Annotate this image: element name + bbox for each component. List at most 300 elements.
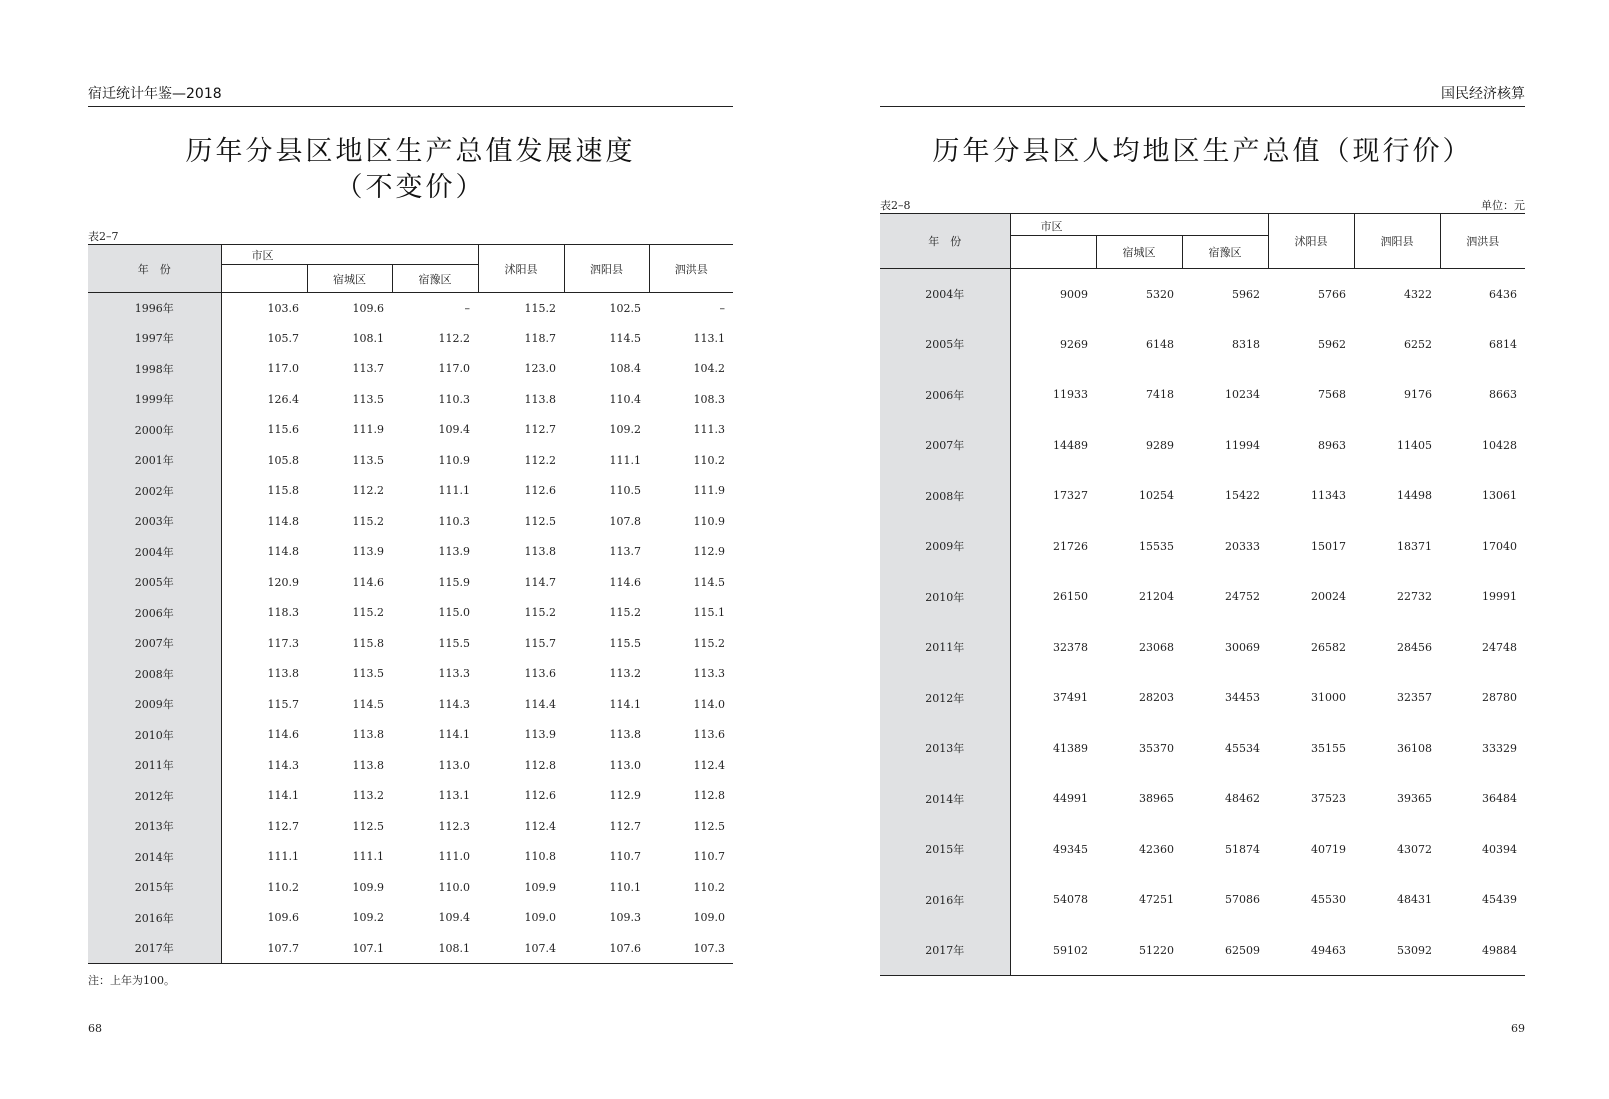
value-cell: 108.3	[693, 392, 725, 406]
table-row	[880, 673, 1525, 724]
value-cell: 28203	[1139, 691, 1174, 705]
value-cell: 109.2	[609, 423, 641, 437]
value-cell: 114.4	[524, 697, 556, 711]
value-cell: 110.3	[438, 514, 470, 528]
growth-rate-table	[88, 244, 733, 964]
value-cell: 53092	[1354, 925, 1440, 976]
value-cell: 107.6	[564, 933, 649, 964]
value-cell: 30069	[1225, 640, 1260, 654]
running-head	[880, 86, 1525, 107]
year-cell: 2009年	[880, 521, 1010, 572]
running-head-text: 国民经济核算	[1441, 86, 1525, 102]
value-cell: 113.0	[438, 758, 470, 772]
value-cell: 8663	[1489, 388, 1517, 402]
value-cell: 111.9	[352, 423, 384, 437]
value-cell: 112.2	[438, 331, 470, 345]
value-cell: 111.3	[693, 423, 725, 437]
table-row	[880, 774, 1525, 825]
value-cell: 32357	[1397, 691, 1432, 705]
value-cell: 111.1	[438, 484, 470, 498]
table-row	[880, 572, 1525, 623]
value-cell: 31000	[1311, 691, 1346, 705]
value-cell: –	[719, 301, 725, 315]
value-cell: 41389	[1053, 741, 1088, 755]
header-siyang: 泗阳县	[1354, 214, 1440, 269]
value-cell: 114.1	[609, 697, 641, 711]
year-cell: 2017年	[88, 933, 221, 964]
value-cell: 107.1	[307, 933, 392, 964]
year-cell: 2007年	[880, 420, 1010, 471]
year-cell: 1996年	[88, 293, 221, 324]
value-cell: 18371	[1397, 539, 1432, 553]
table-row	[88, 689, 733, 720]
value-cell: 111.1	[352, 850, 384, 864]
table-row	[88, 415, 733, 446]
table-title: 历年分县区地区生产总值发展速度	[185, 136, 636, 167]
value-cell: 110.2	[267, 880, 299, 894]
value-cell: 32378	[1053, 640, 1088, 654]
value-cell: 6436	[1489, 287, 1517, 301]
value-cell: 112.5	[524, 514, 556, 528]
table-row	[88, 384, 733, 415]
value-cell: 26582	[1311, 640, 1346, 654]
value-cell: 110.2	[693, 880, 725, 894]
value-cell: 5320	[1146, 287, 1174, 301]
year-cell: 2010年	[880, 572, 1010, 623]
value-cell: 114.1	[267, 789, 299, 803]
table-number: 表2–7	[88, 230, 119, 243]
table-row	[880, 269, 1525, 320]
value-cell: 28780	[1482, 691, 1517, 705]
year-cell: 2012年	[88, 781, 221, 812]
value-cell: 113.9	[524, 728, 556, 742]
value-cell: 28456	[1397, 640, 1432, 654]
value-cell: 22732	[1397, 590, 1432, 604]
year-cell: 1998年	[88, 354, 221, 385]
value-cell: 5962	[1318, 337, 1346, 351]
value-cell: 20024	[1311, 590, 1346, 604]
value-cell: 110.7	[693, 850, 725, 864]
running-head-text: 宿迁统计年鉴—2018	[88, 86, 222, 102]
value-cell: 112.4	[524, 819, 556, 833]
value-cell: 113.5	[352, 667, 384, 681]
table-row	[88, 750, 733, 781]
table-row	[880, 521, 1525, 572]
value-cell: 113.9	[438, 545, 470, 559]
table-note: 注：上年为100。	[88, 974, 175, 987]
year-cell: 1999年	[88, 384, 221, 415]
value-cell: 115.9	[438, 575, 470, 589]
year-cell: 2004年	[88, 537, 221, 568]
year-cell: 2016年	[88, 903, 221, 934]
value-cell: 114.1	[438, 728, 470, 742]
year-cell: 2008年	[880, 471, 1010, 522]
value-cell: 14489	[1053, 438, 1088, 452]
value-cell: 35370	[1139, 741, 1174, 755]
value-cell: 114.7	[524, 575, 556, 589]
value-cell: 9009	[1060, 287, 1088, 301]
year-cell: 2000年	[88, 415, 221, 446]
header-city: 市区	[1010, 214, 1268, 236]
value-cell: 38965	[1139, 792, 1174, 806]
header-siyang: 泗阳县	[564, 245, 649, 293]
page-number: 69	[1511, 1022, 1525, 1035]
value-cell: 59102	[1010, 925, 1096, 976]
value-cell: 57086	[1225, 893, 1260, 907]
value-cell: 51220	[1096, 925, 1182, 976]
value-cell: 15535	[1139, 539, 1174, 553]
table-subtitle: （不变价）	[335, 172, 486, 203]
value-cell: 111.1	[267, 850, 299, 864]
value-cell: 5766	[1318, 287, 1346, 301]
value-cell: 39365	[1397, 792, 1432, 806]
value-cell: 113.9	[352, 545, 384, 559]
value-cell: 117.3	[267, 636, 299, 650]
value-cell: 112.7	[609, 819, 641, 833]
value-cell: 109.0	[693, 911, 725, 925]
value-cell: 45439	[1482, 893, 1517, 907]
year-cell: 2011年	[880, 622, 1010, 673]
value-cell: 37523	[1311, 792, 1346, 806]
value-cell: 115.2	[693, 636, 725, 650]
value-cell: 112.9	[609, 789, 641, 803]
value-cell: 109.6	[352, 301, 384, 315]
value-cell: 113.7	[609, 545, 641, 559]
header-year: 年 份	[88, 245, 221, 293]
value-cell: 103.6	[267, 301, 299, 315]
year-cell: 2015年	[88, 872, 221, 903]
value-cell: 109.9	[524, 880, 556, 894]
table-row	[880, 319, 1525, 370]
table-row	[880, 824, 1525, 875]
year-cell: 2013年	[880, 723, 1010, 774]
table-number: 表2–8	[880, 199, 911, 212]
table-row	[88, 598, 733, 629]
value-cell: 17327	[1053, 489, 1088, 503]
value-cell: 48462	[1225, 792, 1260, 806]
value-cell: 49345	[1053, 842, 1088, 856]
value-cell: 36108	[1397, 741, 1432, 755]
value-cell: 42360	[1139, 842, 1174, 856]
value-cell: 114.6	[267, 728, 299, 742]
table-unit: 单位：元	[1481, 199, 1525, 212]
table-row	[880, 875, 1525, 926]
value-cell: 10254	[1139, 489, 1174, 503]
value-cell: 35155	[1311, 741, 1346, 755]
year-cell: 1997年	[88, 323, 221, 354]
value-cell: 114.6	[352, 575, 384, 589]
table-row	[880, 471, 1525, 522]
header-sihong: 泗洪县	[649, 245, 733, 293]
value-cell: 105.7	[267, 331, 299, 345]
value-cell: 33329	[1482, 741, 1517, 755]
value-cell: 113.2	[352, 789, 384, 803]
value-cell: 113.3	[438, 667, 470, 681]
value-cell: 21204	[1139, 590, 1174, 604]
year-cell: 2009年	[88, 689, 221, 720]
value-cell: 43072	[1397, 842, 1432, 856]
year-cell: 2013年	[88, 811, 221, 842]
value-cell: 126.4	[267, 392, 299, 406]
value-cell: 45530	[1311, 893, 1346, 907]
value-cell: 111.0	[438, 850, 470, 864]
value-cell: 114.5	[693, 575, 725, 589]
value-cell: 113.2	[609, 667, 641, 681]
value-cell: 36484	[1482, 792, 1517, 806]
value-cell: 23068	[1139, 640, 1174, 654]
value-cell: 112.4	[693, 758, 725, 772]
value-cell: 19991	[1482, 590, 1517, 604]
value-cell: 110.9	[693, 514, 725, 528]
year-cell: 2006年	[88, 598, 221, 629]
value-cell: 21726	[1053, 539, 1088, 553]
value-cell: 112.9	[693, 545, 725, 559]
header-shuyang: 沭阳县	[1268, 214, 1354, 269]
value-cell: 6148	[1146, 337, 1174, 351]
value-cell: 8318	[1232, 337, 1260, 351]
year-cell: 2007年	[88, 628, 221, 659]
per-capita-gdp-table	[880, 213, 1525, 976]
value-cell: 110.5	[609, 484, 641, 498]
right-page	[880, 0, 1525, 1099]
value-cell: 118.7	[524, 331, 556, 345]
year-cell: 2011年	[88, 750, 221, 781]
year-cell: 2014年	[880, 774, 1010, 825]
table-row	[88, 506, 733, 537]
value-cell: 6814	[1489, 337, 1517, 351]
value-cell: 34453	[1225, 691, 1260, 705]
running-head	[88, 86, 733, 107]
value-cell: 118.3	[267, 606, 299, 620]
value-cell: 47251	[1139, 893, 1174, 907]
value-cell: 112.7	[524, 423, 556, 437]
value-cell: 109.2	[352, 911, 384, 925]
value-cell: 10428	[1482, 438, 1517, 452]
value-cell: 109.3	[609, 911, 641, 925]
value-cell: 9269	[1060, 337, 1088, 351]
value-cell: 112.5	[352, 819, 384, 833]
value-cell: 110.9	[438, 453, 470, 467]
year-cell: 2002年	[88, 476, 221, 507]
value-cell: 113.5	[352, 453, 384, 467]
value-cell: 115.1	[693, 606, 725, 620]
value-cell: 112.7	[267, 819, 299, 833]
page-number: 68	[88, 1022, 102, 1035]
value-cell: 110.0	[438, 880, 470, 894]
left-page	[88, 0, 733, 1099]
value-cell: 9289	[1146, 438, 1174, 452]
value-cell: 11405	[1397, 438, 1432, 452]
value-cell: 110.2	[693, 453, 725, 467]
value-cell: 114.5	[609, 331, 641, 345]
table-row	[88, 872, 733, 903]
value-cell: 123.0	[524, 362, 556, 376]
value-cell: 102.5	[609, 301, 641, 315]
value-cell: 109.4	[438, 423, 470, 437]
value-cell: 115.7	[267, 697, 299, 711]
value-cell: 114.6	[609, 575, 641, 589]
year-cell: 2003年	[88, 506, 221, 537]
value-cell: 62509	[1182, 925, 1268, 976]
value-cell: 115.2	[352, 606, 384, 620]
value-cell: 6252	[1404, 337, 1432, 351]
value-cell: 15017	[1311, 539, 1346, 553]
value-cell: 110.4	[609, 392, 641, 406]
value-cell: 115.5	[609, 636, 641, 650]
year-cell: 2008年	[88, 659, 221, 690]
value-cell: 115.6	[267, 423, 299, 437]
table-row	[880, 925, 1525, 976]
value-cell: 115.2	[352, 514, 384, 528]
value-cell: 115.7	[524, 636, 556, 650]
table-row	[880, 723, 1525, 774]
value-cell: 48431	[1397, 893, 1432, 907]
year-cell: 2016年	[880, 875, 1010, 926]
value-cell: 115.2	[524, 301, 556, 315]
value-cell: 113.8	[352, 728, 384, 742]
value-cell: 120.9	[267, 575, 299, 589]
value-cell: 40719	[1311, 842, 1346, 856]
value-cell: 113.8	[352, 758, 384, 772]
table-row	[88, 293, 733, 324]
value-cell: 108.1	[392, 933, 478, 964]
value-cell: 20333	[1225, 539, 1260, 553]
table-body	[88, 293, 733, 964]
value-cell: 117.0	[267, 362, 299, 376]
value-cell: 109.4	[438, 911, 470, 925]
value-cell: 109.0	[524, 911, 556, 925]
header-suchen: 宿城区	[307, 265, 392, 293]
value-cell: 115.8	[267, 484, 299, 498]
value-cell: 24748	[1482, 640, 1517, 654]
year-cell: 2001年	[88, 445, 221, 476]
header-city: 市区	[221, 245, 478, 265]
value-cell: 107.4	[478, 933, 564, 964]
value-cell: 114.3	[267, 758, 299, 772]
table-row	[88, 811, 733, 842]
value-cell: 113.5	[352, 392, 384, 406]
value-cell: 113.1	[438, 789, 470, 803]
value-cell: 113.8	[524, 392, 556, 406]
value-cell: 11343	[1311, 489, 1346, 503]
table-row	[88, 659, 733, 690]
value-cell: 108.4	[609, 362, 641, 376]
value-cell: 111.1	[609, 453, 641, 467]
header-suyu: 宿豫区	[392, 265, 478, 293]
value-cell: 114.8	[267, 545, 299, 559]
value-cell: 114.5	[352, 697, 384, 711]
value-cell: 14498	[1397, 489, 1432, 503]
year-cell: 2004年	[880, 269, 1010, 320]
value-cell: 7418	[1146, 388, 1174, 402]
value-cell: 113.0	[609, 758, 641, 772]
value-cell: 26150	[1053, 590, 1088, 604]
value-cell: 112.6	[524, 789, 556, 803]
value-cell: –	[464, 301, 470, 315]
value-cell: 107.7	[221, 933, 307, 964]
table-row	[880, 420, 1525, 471]
value-cell: 112.5	[693, 819, 725, 833]
year-cell: 2006年	[880, 370, 1010, 421]
value-cell: 4322	[1404, 287, 1432, 301]
value-cell: 110.1	[609, 880, 641, 894]
table-row	[880, 370, 1525, 421]
table-row	[88, 537, 733, 568]
value-cell: 37491	[1053, 691, 1088, 705]
value-cell: 11994	[1225, 438, 1260, 452]
value-cell: 113.8	[524, 545, 556, 559]
year-cell: 2005年	[88, 567, 221, 598]
value-cell: 113.8	[267, 667, 299, 681]
value-cell: 112.3	[438, 819, 470, 833]
table-row	[88, 354, 733, 385]
value-cell: 115.2	[524, 606, 556, 620]
value-cell: 109.9	[352, 880, 384, 894]
value-cell: 115.5	[438, 636, 470, 650]
year-cell: 2005年	[880, 319, 1010, 370]
value-cell: 112.8	[524, 758, 556, 772]
year-cell: 2010年	[88, 720, 221, 751]
value-cell: 114.8	[267, 514, 299, 528]
year-cell: 2017年	[880, 925, 1010, 976]
value-cell: 112.8	[693, 789, 725, 803]
value-cell: 105.8	[267, 453, 299, 467]
header-suyu: 宿豫区	[1182, 236, 1268, 269]
value-cell: 115.2	[609, 606, 641, 620]
value-cell: 117.0	[438, 362, 470, 376]
table-row	[88, 720, 733, 751]
table-body	[880, 269, 1525, 976]
value-cell: 49463	[1268, 925, 1354, 976]
value-cell: 7568	[1318, 388, 1346, 402]
value-cell: 24752	[1225, 590, 1260, 604]
value-cell: 112.2	[352, 484, 384, 498]
value-cell: 113.1	[693, 331, 725, 345]
value-cell: 40394	[1482, 842, 1517, 856]
value-cell: 110.8	[524, 850, 556, 864]
table-row	[88, 476, 733, 507]
header-shuyang: 沭阳县	[478, 245, 564, 293]
value-cell: 114.0	[693, 697, 725, 711]
table-title: 历年分县区人均地区生产总值（现行价）	[932, 136, 1473, 167]
table-row	[88, 903, 733, 934]
value-cell: 17040	[1482, 539, 1517, 553]
value-cell: 110.3	[438, 392, 470, 406]
value-cell: 113.6	[524, 667, 556, 681]
value-cell: 111.9	[693, 484, 725, 498]
year-cell: 2015年	[880, 824, 1010, 875]
value-cell: 15422	[1225, 489, 1260, 503]
year-cell: 2012年	[880, 673, 1010, 724]
header-suchen: 宿城区	[1096, 236, 1182, 269]
value-cell: 49884	[1440, 925, 1525, 976]
value-cell: 107.8	[609, 514, 641, 528]
value-cell: 113.6	[693, 728, 725, 742]
value-cell: 112.2	[524, 453, 556, 467]
value-cell: 54078	[1053, 893, 1088, 907]
value-cell: 115.8	[352, 636, 384, 650]
table-row	[88, 628, 733, 659]
year-cell: 2014年	[88, 842, 221, 873]
table-row	[88, 933, 733, 964]
header-year: 年 份	[880, 214, 1010, 269]
value-cell: 44991	[1053, 792, 1088, 806]
value-cell: 8963	[1318, 438, 1346, 452]
table-row	[88, 781, 733, 812]
value-cell: 45534	[1225, 741, 1260, 755]
header-sihong: 泗洪县	[1440, 214, 1525, 269]
value-cell: 13061	[1482, 489, 1517, 503]
